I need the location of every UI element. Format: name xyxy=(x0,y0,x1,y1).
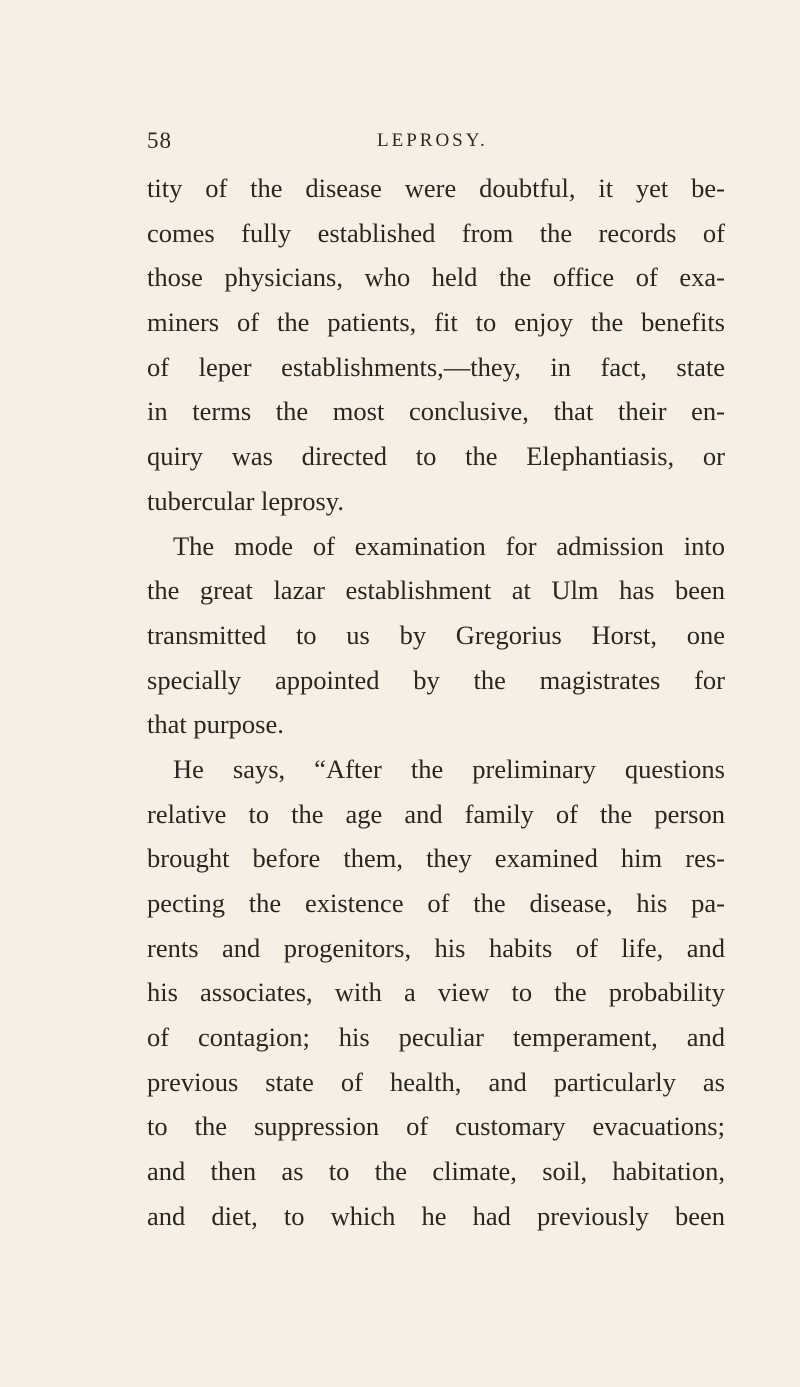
text-line: comes fully established from the records of xyxy=(147,217,725,248)
text-line: transmitted to us by Gregorius Horst, one xyxy=(147,619,725,650)
text-line: relative to the age and family of the person xyxy=(147,798,725,829)
paragraph-end-line: tubercular leprosy. xyxy=(147,485,344,516)
page-number: 58 xyxy=(147,128,172,153)
text-line: pecting the existence of the disease, his pa- xyxy=(147,888,725,918)
paragraph-start-line: He says, “After the preliminary questions xyxy=(173,753,725,784)
paragraph-end-line: that purpose. xyxy=(147,709,284,740)
text-line: specially appointed by the magistrates for xyxy=(147,664,725,695)
running-title: LEPROSY. xyxy=(377,130,488,151)
text-line: and then as to the climate, soil, habitation, xyxy=(147,1156,725,1187)
text-line: those physicians, who held the office of exa- xyxy=(147,262,725,293)
text-line: previous state of health, and particularly as xyxy=(147,1066,725,1097)
text-line: of contagion; his peculiar temperament, and xyxy=(147,1022,725,1053)
text-line: his associates, with a view to the probability xyxy=(147,977,725,1008)
text-line: to the suppression of customary evacuations; xyxy=(147,1111,725,1142)
text-line: tity of the disease were doubtful, it yet be- xyxy=(147,173,725,203)
text-line: rents and progenitors, his habits of life, and xyxy=(147,932,725,963)
running-head xyxy=(147,128,547,164)
paragraph-start-line: The mode of examination for admission into xyxy=(173,530,725,561)
body-text xyxy=(147,166,725,1239)
text-line: and diet, to which he had previously been xyxy=(147,1200,725,1231)
text-line: miners of the patients, fit to enjoy the benefits xyxy=(147,307,725,338)
text-line: in terms the most conclusive, that their en- xyxy=(147,396,725,427)
text-line: the great lazar establishment at Ulm has been xyxy=(147,575,725,606)
text-line: quiry was directed to the Elephantiasis, or xyxy=(147,441,725,472)
text-line: of leper establishments,—they, in fact, state xyxy=(147,351,725,382)
text-line: brought before them, they examined him res- xyxy=(147,843,725,874)
